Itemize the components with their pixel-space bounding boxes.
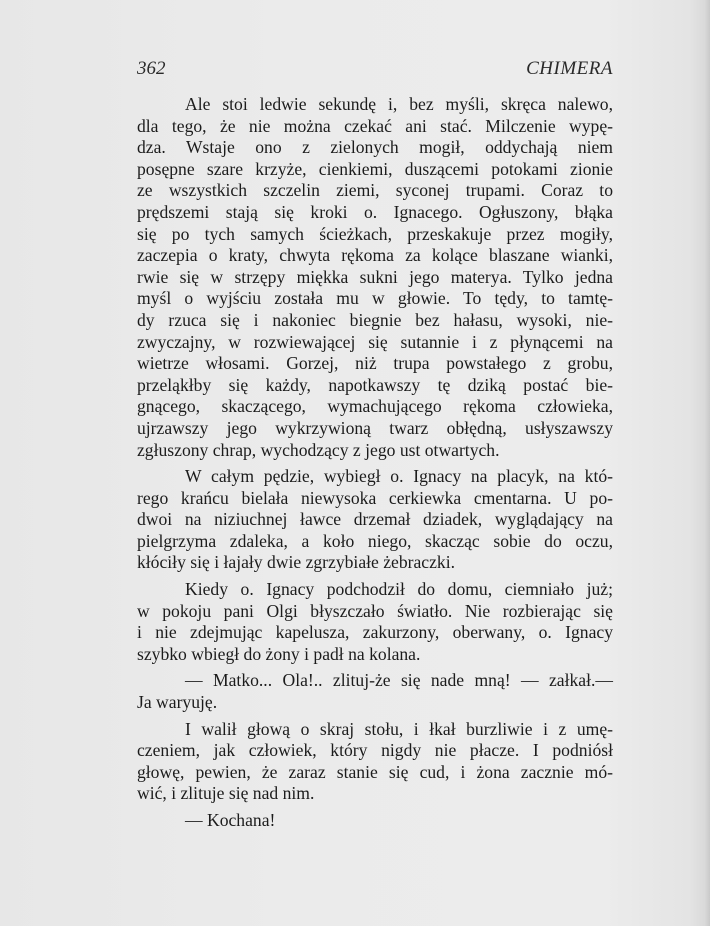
text-line: kłóciły się i łajały dwie zgrzybiałe żebraczki. xyxy=(137,552,456,573)
text-line: — Kochana! xyxy=(185,810,276,830)
text-line: przeląkłby się każdy, napotkawszy tę dziką postać bie- xyxy=(137,374,613,395)
text-line: ze wszystkich szczelin ziemi, syconej trupami. Coraz to xyxy=(137,180,613,201)
paragraph xyxy=(137,670,613,713)
text-line: posępne szare krzyże, cienkiemi, duszącemi potokami zionie xyxy=(137,158,613,179)
text-line: dwoi na niziuchnej ławce drzemał dziadek, wyglądający na xyxy=(137,509,613,530)
text-line: prędszemi stają się kroki o. Ignacego. Ogłuszony, błąka xyxy=(137,201,613,222)
text-line: I walił głową o skraj stołu, i łkał burzliwie i z umę- xyxy=(185,718,613,739)
text-line: Kiedy o. Ignacy podchodził do domu, ciemniało już; xyxy=(185,579,613,600)
page-header xyxy=(137,58,613,82)
text-line: się po tych samych ścieżkach, przeskakuje przez mogiły, xyxy=(137,223,613,244)
text-line: zgłuszony chrap, wychodzący z jego ust otwartych. xyxy=(137,439,500,460)
text-line: wietrze włosami. Gorzej, niż trupa powstałego z grobu, xyxy=(137,353,613,374)
text-line: zwyczajny, w rozwiewającej się sutannie i z płynącemi na xyxy=(137,331,613,352)
text-line: zaczepia o kraty, chwyta rękoma za kolące blaszane wianki, xyxy=(137,245,613,266)
paragraph xyxy=(137,719,613,805)
page-edge-shadow xyxy=(704,0,710,926)
text-line: rwie się w strzępy miękka sukni jego materya. Tylko jedna xyxy=(137,266,613,287)
text-line: czeniem, jak człowiek, który nigdy nie płacze. I podniósł xyxy=(137,740,613,761)
text-line: Ja waryuję. xyxy=(137,692,218,713)
text-line: Ale stoi ledwie sekundę i, bez myśli, skręca nalewo, xyxy=(185,94,613,114)
text-line: — Matko... Ola!.. zlituj-że się nade mną! — załkał.— xyxy=(185,670,613,691)
text-line: gnącego, skaczącego, wymachującego rękoma człowieka, xyxy=(137,396,613,417)
body-text xyxy=(137,94,613,837)
text-line: dla tego, że nie można czekać ani stać. Milczenie wypę- xyxy=(137,115,613,136)
text-line: w pokoju pani Olgi błyszczało światło. Nie rozbierając się xyxy=(137,600,613,621)
text-line: szybko wbiegł do żony i padł na kolana. xyxy=(137,643,421,664)
text-line: myśl o wyjściu została mu w głowie. To tędy, to tamtę- xyxy=(137,288,613,309)
paragraph xyxy=(137,466,613,574)
paragraph xyxy=(137,579,613,665)
text-line: pielgrzyma zdaleka, a koło niego, skacząc sobie do oczu, xyxy=(137,530,613,551)
text-line: i nie zdejmując kapelusza, zakurzony, oberwany, o. Ignacy xyxy=(137,622,613,643)
paragraph xyxy=(137,94,613,461)
text-line: rego krańcu bielała niewysoka cerkiewka cmentarna. U po- xyxy=(137,487,613,508)
text-line: dza. Wstaje ono z zielonych mogił, oddychają niem xyxy=(137,137,613,158)
text-line: W całym pędzie, wybiegł o. Ignacy na placyk, na któ- xyxy=(185,466,613,487)
paragraph xyxy=(137,810,613,832)
running-title: CHIMERA xyxy=(526,58,613,79)
page-number: 362 xyxy=(137,58,166,79)
text-line: dy rzuca się i nakoniec biegnie bez hałasu, wysoki, nie- xyxy=(137,309,613,330)
text-line: wić, i zlituje się nad nim. xyxy=(137,783,315,804)
text-line: ujrzawszy jego wykrzywioną twarz obłędną, usłyszawszy xyxy=(137,417,613,438)
text-line: głowę, pewien, że zaraz stanie się cud, i żona zacznie mó- xyxy=(137,761,613,782)
